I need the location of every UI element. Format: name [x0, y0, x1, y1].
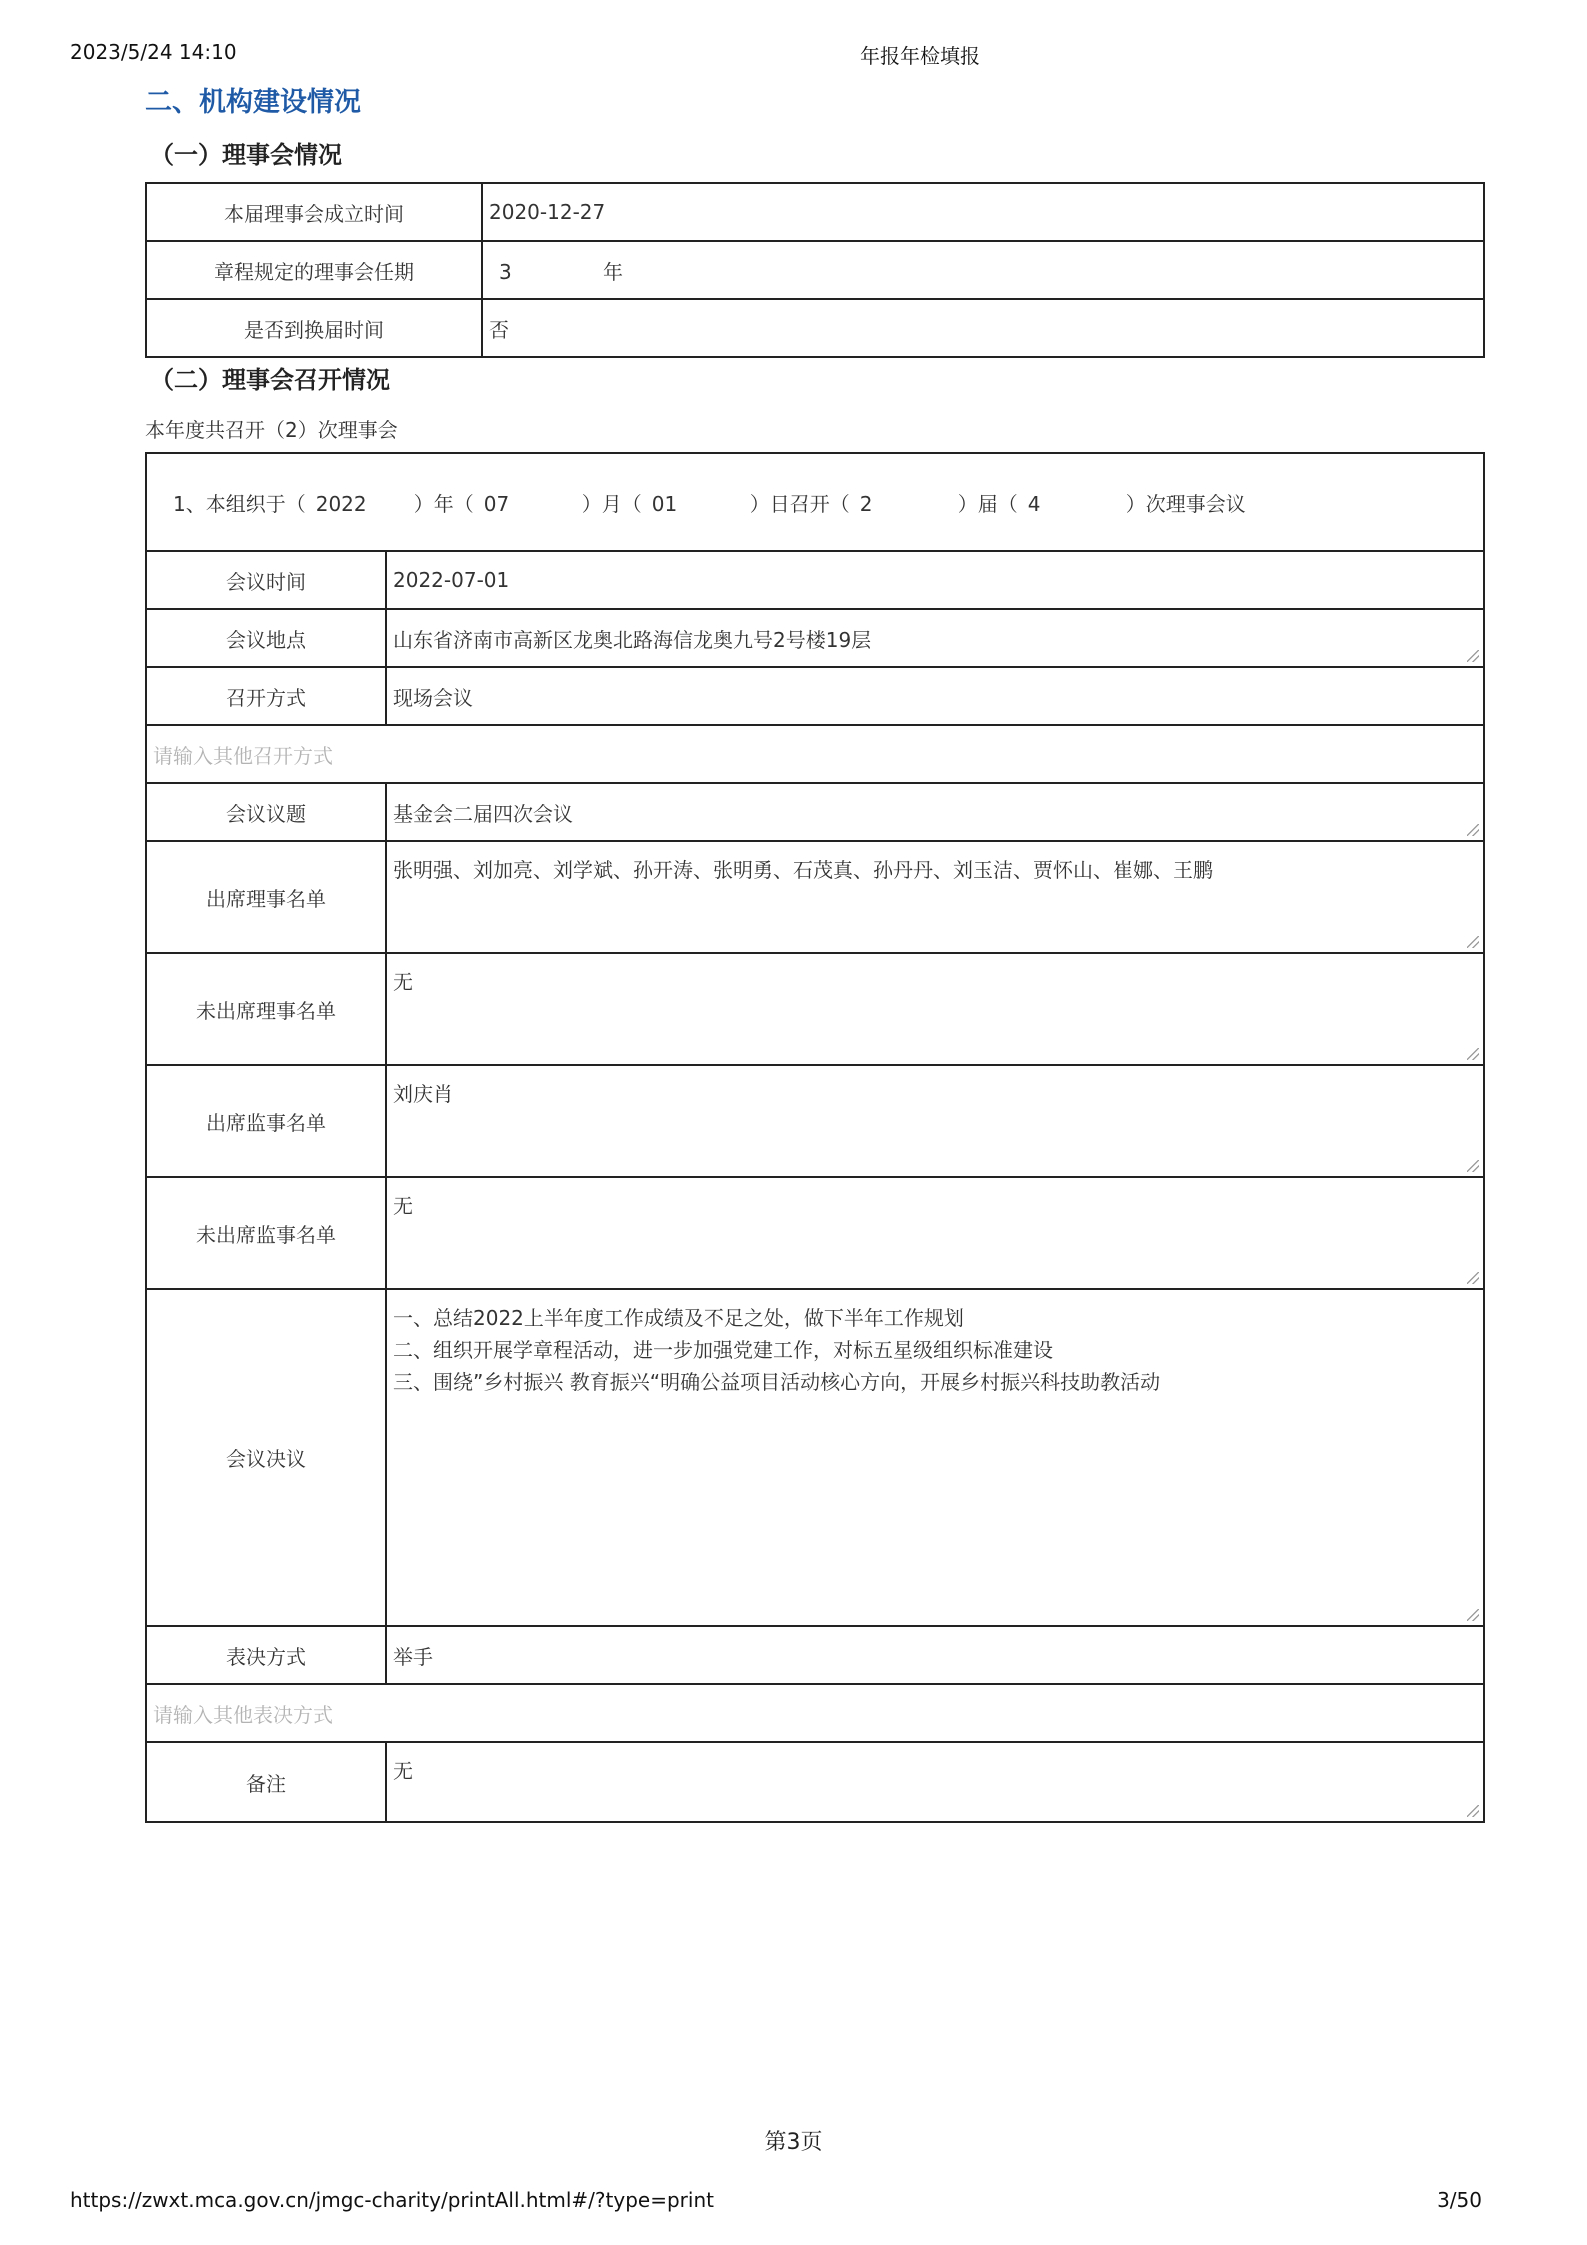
other-vote-row: [146, 1684, 1484, 1742]
resolution-line: 二、组织开展学章程活动，进一步加强党建工作，对标五星级组织标准建设: [393, 1338, 1053, 1362]
board-term-label: 章程规定的理事会任期: [146, 241, 482, 299]
meeting-time-label: 会议时间: [146, 551, 386, 609]
attend-directors-label: 出席理事名单: [146, 841, 386, 953]
meeting-location-field[interactable]: [386, 609, 1484, 667]
meeting-method-select[interactable]: 现场会议: [386, 667, 1484, 725]
meeting-day-field[interactable]: 01: [651, 491, 678, 516]
meeting-location-label: 会议地点: [146, 609, 386, 667]
meeting-topic-field[interactable]: [386, 783, 1484, 841]
meetings-title: （二）理事会召开情况: [150, 366, 390, 394]
attend-supervisors-value: 刘庆肖: [393, 1082, 453, 1106]
resolutions-label: 会议决议: [146, 1289, 386, 1626]
meeting-session-field[interactable]: 2: [859, 491, 873, 516]
board-established-label: 本届理事会成立时间: [146, 183, 482, 241]
resize-handle-icon[interactable]: [1467, 1048, 1479, 1060]
attend-supervisors-field[interactable]: [386, 1065, 1484, 1177]
sentence-day-suffix: ）日召开（: [749, 491, 850, 516]
resolutions-row: [146, 1289, 1484, 1626]
meeting-location-value: 山东省济南市高新区龙奥北路海信龙奥九号2号楼19层: [393, 627, 872, 652]
meeting-time-row: [146, 551, 1484, 609]
meeting-year-field[interactable]: 2022: [315, 491, 367, 516]
absent-directors-label: 未出席理事名单: [146, 953, 386, 1065]
resize-handle-icon[interactable]: [1467, 824, 1479, 836]
board-row-reelection: [146, 299, 1484, 357]
attend-supervisors-label: 出席监事名单: [146, 1065, 386, 1177]
board-title: （一）理事会情况: [150, 141, 342, 169]
board-reelection-value[interactable]: 否: [482, 299, 1484, 357]
meeting-topic-row: [146, 783, 1484, 841]
resize-handle-icon[interactable]: [1467, 1805, 1479, 1817]
meeting-month-field[interactable]: 07: [483, 491, 510, 516]
meeting-method-row: [146, 667, 1484, 725]
resize-handle-icon[interactable]: [1467, 1272, 1479, 1284]
meeting-topic-label: 会议议题: [146, 783, 386, 841]
board-reelection-label: 是否到换届时间: [146, 299, 482, 357]
other-method-input[interactable]: 请输入其他召开方式: [146, 725, 1484, 783]
remark-row: [146, 1742, 1484, 1822]
sentence-year-suffix: ）年（: [413, 491, 474, 516]
absent-directors-row: [146, 953, 1484, 1065]
board-row-term: [146, 241, 1484, 299]
absent-supervisors-row: [146, 1177, 1484, 1289]
meeting-count-text: 本年度共召开（2）次理事会: [145, 418, 398, 442]
other-vote-input[interactable]: 请输入其他表决方式: [146, 1684, 1484, 1742]
resize-handle-icon[interactable]: [1467, 1160, 1479, 1172]
resize-handle-icon[interactable]: [1467, 936, 1479, 948]
meeting-topic-value: 基金会二届四次会议: [393, 801, 573, 826]
page-label: 第3页: [764, 2130, 823, 2155]
remark-field[interactable]: [386, 1742, 1484, 1822]
section-title: 二、机构建设情况: [145, 87, 361, 118]
sentence-number-suffix: ）次理事会议: [1125, 491, 1246, 516]
absent-supervisors-label: 未出席监事名单: [146, 1177, 386, 1289]
resolutions-field[interactable]: [386, 1289, 1484, 1626]
attend-directors-field[interactable]: [386, 841, 1484, 953]
print-url: https://zwxt.mca.gov.cn/jmgc-charity/printAll.html#/?type=print: [70, 2188, 714, 2212]
meeting-time-value[interactable]: 2022-07-01: [386, 551, 1484, 609]
meeting-sentence: [146, 453, 1484, 551]
board-established-value[interactable]: 2020-12-27: [482, 183, 1484, 241]
print-timestamp: 2023/5/24 14:10: [70, 40, 237, 64]
meeting-header-row: [146, 453, 1484, 551]
absent-supervisors-field[interactable]: [386, 1177, 1484, 1289]
board-term-field[interactable]: [482, 241, 1484, 299]
sentence-month-suffix: ）月（: [581, 491, 642, 516]
meeting-number-field[interactable]: 4: [1027, 491, 1041, 516]
remark-value: 无: [393, 1759, 413, 1783]
sentence-session-suffix: ）届（: [957, 491, 1018, 516]
vote-row: [146, 1626, 1484, 1684]
resize-handle-icon[interactable]: [1467, 650, 1479, 662]
resolution-line: 一、总结2022上半年度工作成绩及不足之处，做下半年工作规划: [393, 1306, 964, 1330]
attend-supervisors-row: [146, 1065, 1484, 1177]
sentence-prefix: 1、本组织于（: [173, 491, 306, 516]
resize-handle-icon[interactable]: [1467, 1609, 1479, 1621]
resolution-line: 三、围绕”乡村振兴 教育振兴“明确公益项目活动核心方向，开展乡村振兴科技助教活动: [393, 1370, 1161, 1394]
meeting-method-label: 召开方式: [146, 667, 386, 725]
absent-supervisors-value: 无: [393, 1194, 413, 1218]
meeting-table: [145, 452, 1485, 1823]
board-table: [145, 182, 1485, 358]
meeting-other-method-row: [146, 725, 1484, 783]
print-doc-title: 年报年检填报: [860, 44, 980, 68]
absent-directors-field[interactable]: [386, 953, 1484, 1065]
page-count: 3/50: [1437, 2188, 1482, 2212]
absent-directors-value: 无: [393, 970, 413, 994]
board-row-established: [146, 183, 1484, 241]
meeting-location-row: [146, 609, 1484, 667]
remark-label: 备注: [146, 1742, 386, 1822]
vote-select[interactable]: 举手: [386, 1626, 1484, 1684]
vote-label: 表决方式: [146, 1626, 386, 1684]
board-term-value: 3: [499, 259, 512, 284]
board-term-unit: 年: [603, 259, 623, 284]
attend-directors-row: [146, 841, 1484, 953]
attend-directors-value: 张明强、刘加亮、刘学斌、孙开涛、张明勇、石茂真、孙丹丹、刘玉洁、贾怀山、崔娜、王鹏: [393, 858, 1213, 882]
